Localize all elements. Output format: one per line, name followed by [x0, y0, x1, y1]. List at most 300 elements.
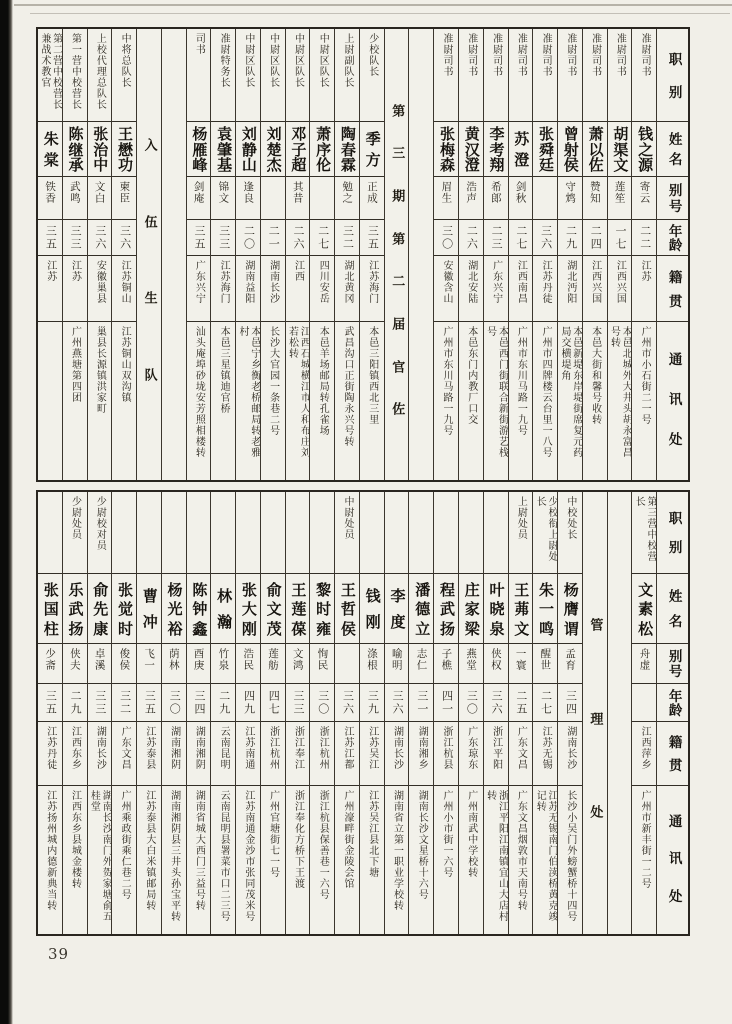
- origin-cell: 江苏泰县: [137, 722, 161, 786]
- entry-column: [136, 492, 161, 934]
- alias-cell: 正成: [360, 177, 384, 220]
- alias-cell: 铁香: [38, 177, 62, 220]
- age-cell: [632, 684, 656, 722]
- entry-column: [186, 29, 211, 480]
- entry-column: [532, 492, 557, 934]
- entry-column: [359, 29, 384, 480]
- alias-cell: 浩声: [459, 177, 483, 220]
- name-cell: 王 茀 文: [509, 574, 533, 644]
- address-cell: 湖南长沙南门外贺家塘俞五桂堂: [88, 790, 112, 922]
- name-cell: 李 度: [385, 574, 409, 644]
- alias-cell: 剑庵: [187, 177, 211, 220]
- rank-cell: 上尉处员: [509, 492, 533, 574]
- origin-cell: 广东兴宁: [187, 256, 211, 322]
- section-column: [384, 29, 409, 480]
- origin-cell: 江苏南通: [236, 722, 260, 786]
- name-cell: 刘 楚 杰: [261, 122, 285, 177]
- entry-column: [260, 492, 285, 934]
- entry-column: [309, 492, 334, 934]
- origin-cell: 江苏丹徒: [533, 256, 557, 322]
- origin-cell: 湖南长沙: [88, 722, 112, 786]
- origin-cell: 广东文昌: [112, 722, 136, 786]
- alias-cell: 文白: [88, 177, 112, 220]
- alias-cell: 侠权: [484, 644, 508, 684]
- address-cell: 江西石城横江市人和布庄刘若松转: [286, 326, 310, 458]
- entry-column: [384, 492, 409, 934]
- entry-column: [235, 492, 260, 934]
- address-cell: 江苏无锡南门伯渎桥黄克竣记转: [534, 790, 557, 922]
- address-cell: 本邑新堤东岸堤街席复元药局交横堤角: [558, 326, 582, 458]
- section-column: [136, 29, 161, 480]
- alias-cell: 赞知: [583, 177, 607, 220]
- name-cell: 王 懋 功: [112, 122, 136, 177]
- rank-cell: [286, 492, 310, 574]
- entry-column: [334, 492, 359, 934]
- address-cell: 广州市四牌楼云台里一八号: [540, 326, 552, 458]
- origin-cell: 湖南湘阴: [187, 722, 211, 786]
- rank-cell: [459, 492, 483, 574]
- entry-column: [111, 29, 136, 480]
- alias-cell: 喻明: [385, 644, 409, 684]
- origin-cell: 湖南长沙: [558, 722, 582, 786]
- origin-cell: 江苏江都: [335, 722, 359, 786]
- name-cell: 李 考 翔: [484, 122, 508, 177]
- alias-cell: 锦文: [211, 177, 235, 220]
- entry-column: [508, 492, 533, 934]
- rank-cell: 中尉处员: [335, 492, 359, 574]
- origin-cell: 广东琼东: [459, 722, 483, 786]
- address-cell: 江苏南通金沙市张同茂米号: [242, 790, 254, 922]
- age-cell: 三二: [112, 684, 136, 722]
- alias-cell: 竹泉: [211, 644, 235, 684]
- origin-cell: 安徽巢县: [88, 256, 112, 322]
- alias-cell: 荫林: [162, 644, 186, 684]
- rank-cell: 准尉司书: [583, 29, 607, 122]
- origin-cell: 江苏海门: [211, 256, 235, 322]
- origin-cell: 江苏铜山: [112, 256, 136, 322]
- column-header-cell: 职 别: [657, 492, 688, 574]
- age-cell: 三五: [187, 220, 211, 256]
- rank-cell: 少尉处员: [63, 492, 87, 574]
- entry-column: [557, 29, 582, 480]
- age-cell: 二六: [286, 220, 310, 256]
- age-cell: 三六: [335, 684, 359, 722]
- alias-cell: 希郎: [484, 177, 508, 220]
- name-cell: 朱 棠: [38, 122, 62, 177]
- name-cell: 陶 春 霖: [335, 122, 359, 177]
- entry-column: [631, 29, 656, 480]
- name-cell: 陈 钟 鑫: [187, 574, 211, 644]
- entry-column: [235, 29, 260, 480]
- column-header-cell: 职 别: [657, 29, 688, 122]
- spacer-column: [607, 492, 632, 934]
- rank-cell: 准尉司书: [533, 29, 557, 122]
- alias-cell: 武鸣: [63, 177, 87, 220]
- rank-cell: [310, 492, 334, 574]
- alias-cell: 孟育: [558, 644, 582, 684]
- rank-cell: 准尉司书: [434, 29, 458, 122]
- spacer-cell: [162, 29, 186, 480]
- alias-cell: 侠夫: [63, 644, 87, 684]
- section-column: [582, 492, 607, 934]
- origin-cell: 浙江杭县: [434, 722, 458, 786]
- age-cell: 三六: [112, 220, 136, 256]
- age-cell: 三〇: [459, 684, 483, 722]
- age-cell: 二九: [558, 220, 582, 256]
- address-cell: 江苏扬州城内德新典当转: [44, 790, 56, 911]
- origin-cell: 江苏吴江: [360, 722, 384, 786]
- age-cell: 四九: [236, 684, 260, 722]
- entry-column: [210, 29, 235, 480]
- entry-column: [186, 492, 211, 934]
- book-spine-scan-edge: [0, 0, 13, 1024]
- entry-column: [210, 492, 235, 934]
- alias-cell: 寄云: [632, 177, 656, 220]
- age-cell: 四一: [434, 684, 458, 722]
- origin-cell: 江西兴国: [608, 256, 632, 322]
- alias-cell: 剑秋: [509, 177, 533, 220]
- address-cell: 湖南湘阴县三井头孙宝平转: [168, 790, 180, 922]
- origin-cell: 浙江杭州: [310, 722, 334, 786]
- column-header-cell: 籍 贯: [657, 256, 688, 322]
- age-cell: 三六: [385, 684, 409, 722]
- rank-cell: 中尉区队长: [286, 29, 310, 122]
- age-cell: 二七: [509, 220, 533, 256]
- entry-column: [582, 29, 607, 480]
- age-cell: 三〇: [310, 684, 334, 722]
- age-cell: 二四: [583, 220, 607, 256]
- age-cell: 二七: [533, 684, 557, 722]
- entry-column: [285, 492, 310, 934]
- rank-cell: [162, 492, 186, 574]
- entry-column: [309, 29, 334, 480]
- alias-cell: 涤根: [360, 644, 384, 684]
- origin-cell: 江苏丹徒: [38, 722, 62, 786]
- entry-column: [508, 29, 533, 480]
- alias-cell: 俊侯: [112, 644, 136, 684]
- address-cell: 巢县长源镇洪家町: [94, 326, 106, 414]
- address-cell: 浙江杭县保善巷一六号: [317, 790, 329, 900]
- age-cell: 三三: [88, 684, 112, 722]
- origin-cell: 江西萍乡: [632, 722, 656, 786]
- origin-cell: 安徽含山: [434, 256, 458, 322]
- alias-cell: [261, 177, 285, 220]
- rank-cell: 中尉区队长: [310, 29, 334, 122]
- entry-column: [631, 492, 656, 934]
- name-cell: 王 莲 葆: [286, 574, 310, 644]
- entry-column: [408, 492, 433, 934]
- entry-column: [359, 492, 384, 934]
- age-cell: 二九: [63, 684, 87, 722]
- rank-cell: 准尉司书: [509, 29, 533, 122]
- alias-cell: 酉庚: [187, 644, 211, 684]
- address-cell: 浙江奉化方桥下王渡: [292, 790, 304, 889]
- spacer-cell: [608, 492, 632, 934]
- name-cell: 张 觉 时: [112, 574, 136, 644]
- entry-column: [38, 29, 62, 480]
- spacer-column: [408, 29, 433, 480]
- entry-column: [87, 29, 112, 480]
- name-cell: 程 武 扬: [434, 574, 458, 644]
- name-cell: 张 梅 森: [434, 122, 458, 177]
- entry-column: [433, 492, 458, 934]
- origin-cell: 江苏海门: [360, 256, 384, 322]
- rank-cell: [137, 492, 161, 574]
- rank-cell: 少校队长: [360, 29, 384, 122]
- age-cell: 三二: [335, 220, 359, 256]
- origin-cell: 湖南湘阴: [162, 722, 186, 786]
- alias-cell: [310, 177, 334, 220]
- origin-cell: 浙江平阳: [484, 722, 508, 786]
- age-cell: 三〇: [162, 684, 186, 722]
- entry-column: [260, 29, 285, 480]
- address-cell: 本邑北城外大井头胡永富昌号转: [608, 326, 632, 458]
- address-cell: 广东文昌烟敦市天南号转: [515, 790, 527, 911]
- age-cell: 二二: [632, 220, 656, 256]
- roster-table-top: [36, 27, 690, 482]
- name-cell: 俞 文 茂: [261, 574, 285, 644]
- header-column: [656, 29, 688, 480]
- origin-cell: 浙江奉江: [286, 722, 310, 786]
- alias-cell: 其昔: [286, 177, 310, 220]
- column-header-cell: 通 讯 处: [665, 352, 682, 446]
- alias-cell: 勉之: [335, 177, 359, 220]
- entry-column: [62, 29, 87, 480]
- origin-cell: 广东文昌: [509, 722, 533, 786]
- name-cell: 杨 雁 峰: [187, 122, 211, 177]
- alias-cell: [533, 177, 557, 220]
- alias-cell: 逢良: [236, 177, 260, 220]
- address-cell: 湖南省立第一职业学校转: [391, 790, 403, 911]
- name-cell: 林 瀚: [211, 574, 235, 644]
- origin-cell: 湖南益阳: [236, 256, 260, 322]
- address-cell: 云南昆明县署菜市口二三号: [218, 790, 230, 922]
- page-header-rule: [30, 13, 730, 14]
- name-cell: 陈 继 承: [63, 122, 87, 177]
- rank-cell: 中将总队长: [112, 29, 136, 122]
- entry-column: [111, 492, 136, 934]
- spacer-cell: [409, 29, 433, 480]
- name-cell: 萧 以 佐: [583, 122, 607, 177]
- age-cell: 三三: [63, 220, 87, 256]
- address-cell: 湖南省城大西门三益号转: [193, 790, 205, 911]
- address-cell: 本邑西门街联合新街游艺栈号: [484, 326, 508, 458]
- alias-cell: 燕堂: [459, 644, 483, 684]
- name-cell: 季 方: [360, 122, 384, 177]
- address-cell: 湖南长沙文星桥十六号: [416, 790, 428, 900]
- address-cell: 广州濠畔街金陵会馆: [341, 790, 353, 889]
- address-cell: 江苏吴江县北下塘: [366, 790, 378, 878]
- age-cell: 三六: [533, 220, 557, 256]
- address-cell: 长沙大官园一条巷二号: [267, 326, 279, 436]
- entry-column: [62, 492, 87, 934]
- age-cell: 四七: [261, 684, 285, 722]
- rank-cell: [236, 492, 260, 574]
- name-cell: 黎 时 雍: [310, 574, 334, 644]
- entry-column: [458, 492, 483, 934]
- origin-cell: 广东兴宁: [484, 256, 508, 322]
- address-cell: 本邑三星镇迪官桥: [218, 326, 230, 414]
- address-cell: 广州燕塘第四团: [69, 326, 81, 403]
- age-cell: 三一: [409, 684, 433, 722]
- address-cell: 广州市小石街二一号: [639, 326, 651, 425]
- name-cell: 胡 渠 文: [608, 122, 632, 177]
- origin-cell: 湖南长沙: [261, 256, 285, 322]
- name-cell: 庄 家 梁: [459, 574, 483, 644]
- entry-column: [161, 492, 186, 934]
- age-cell: 三三: [286, 684, 310, 722]
- name-cell: 邓 子 超: [286, 122, 310, 177]
- name-cell: 萧 序 伦: [310, 122, 334, 177]
- alias-cell: 飞一: [137, 644, 161, 684]
- age-cell: 三五: [38, 684, 62, 722]
- origin-cell: 江西: [286, 256, 310, 322]
- entry-column: [334, 29, 359, 480]
- column-header-cell: 别 号: [657, 644, 688, 684]
- address-cell: 本邑大街和馨号收转: [589, 326, 601, 425]
- address-cell: 广州市东川马路一九号: [441, 326, 453, 436]
- rank-cell: 准尉司书: [632, 29, 656, 122]
- name-cell: 张 治 中: [88, 122, 112, 177]
- name-cell: 钱 刚: [360, 574, 384, 644]
- rank-cell: [211, 492, 235, 574]
- rank-cell: 司书: [187, 29, 211, 122]
- origin-cell: 湖南长沙: [385, 722, 409, 786]
- alias-cell: 守鸩: [558, 177, 582, 220]
- scan-top-edge: [14, 4, 732, 6]
- age-cell: 一七: [608, 220, 632, 256]
- origin-cell: 湖北黄冈: [335, 256, 359, 322]
- origin-cell: 江苏: [632, 256, 656, 322]
- alias-cell: 文鸿: [286, 644, 310, 684]
- entry-column: [87, 492, 112, 934]
- name-cell: 黄 汉 澄: [459, 122, 483, 177]
- rank-cell: [484, 492, 508, 574]
- column-header-cell: 籍 贯: [657, 722, 688, 786]
- name-cell: 杨 光 裕: [162, 574, 186, 644]
- address-cell: 汕头庵埠砂垅安芳照相楼转: [193, 326, 205, 458]
- entry-column: [532, 29, 557, 480]
- origin-cell: 四川安岳: [310, 256, 334, 322]
- name-cell: 钱 之 源: [632, 122, 656, 177]
- rank-cell: [261, 492, 285, 574]
- address-cell: 广州市东川马路一九号: [515, 326, 527, 436]
- age-cell: 三三: [211, 220, 235, 256]
- column-header-cell: 姓 名: [657, 122, 688, 177]
- alias-cell: 眉生: [434, 177, 458, 220]
- origin-cell: 湖北安陆: [459, 256, 483, 322]
- age-cell: 三四: [187, 684, 211, 722]
- address-cell: 本邑三阳镇西北三里: [366, 326, 378, 425]
- rank-cell: 准尉司书: [558, 29, 582, 122]
- rank-cell: 少尉校对员: [88, 492, 112, 574]
- address-cell: 江西东乡县城金楼转: [69, 790, 81, 889]
- age-cell: 三五: [137, 684, 161, 722]
- column-header-cell: 年 龄: [657, 220, 688, 256]
- name-cell: 文 素 松: [632, 574, 656, 644]
- rank-cell: 上尉副队长: [335, 29, 359, 122]
- origin-cell: 江苏: [63, 256, 87, 322]
- column-header-cell: 通 讯 处: [665, 813, 682, 903]
- alias-cell: 莲笙: [608, 177, 632, 220]
- name-cell: 张 大 刚: [236, 574, 260, 644]
- name-cell: 叶 晓 泉: [484, 574, 508, 644]
- alias-cell: 卓溪: [88, 644, 112, 684]
- alias-cell: [335, 644, 359, 684]
- address-cell: 广州小市街一六号: [441, 790, 453, 878]
- age-cell: 二三: [484, 220, 508, 256]
- header-column: [656, 492, 688, 934]
- age-cell: 二〇: [236, 220, 260, 256]
- alias-cell: 恂民: [310, 644, 334, 684]
- origin-cell: 江苏无锡: [533, 722, 557, 786]
- age-cell: 二一: [261, 220, 285, 256]
- rank-cell: [112, 492, 136, 574]
- rank-cell: [187, 492, 211, 574]
- age-cell: 三九: [360, 684, 384, 722]
- entry-column: [607, 29, 632, 480]
- alias-cell: 少斋: [38, 644, 62, 684]
- rank-cell: 中尉区队长: [236, 29, 260, 122]
- origin-cell: 江苏: [38, 256, 62, 322]
- age-cell: 三四: [558, 684, 582, 722]
- age-cell: 二九: [211, 684, 235, 722]
- rank-cell: 准尉特务长: [211, 29, 235, 122]
- address-cell: 江苏铜山双沟镇: [119, 326, 131, 403]
- name-cell: 俞 先 康: [88, 574, 112, 644]
- name-cell: 刘 静 山: [236, 122, 260, 177]
- section-label: 第 三 期 第 二 届 官 佐: [389, 103, 405, 416]
- alias-cell: 子樵: [434, 644, 458, 684]
- rank-cell: 准尉司书: [459, 29, 483, 122]
- entry-column: [483, 492, 508, 934]
- alias-cell: 浩民: [236, 644, 260, 684]
- name-cell: 杨 膺 谓: [558, 574, 582, 644]
- rank-cell: 上校代理总队长: [88, 29, 112, 122]
- name-cell: 张 国 柱: [38, 574, 62, 644]
- column-header-cell: 别 号: [657, 177, 688, 220]
- age-cell: 二六: [459, 220, 483, 256]
- roster-table-bottom: [36, 490, 690, 936]
- entry-column: [38, 492, 62, 934]
- address-cell: 广州南武中学校转: [465, 790, 477, 878]
- column-header-cell: 年 龄: [657, 684, 688, 722]
- address-cell: 广州市新丰街一二号: [639, 790, 651, 889]
- rank-cell: [38, 492, 62, 574]
- name-cell: 王 哲 侯: [335, 574, 359, 644]
- rank-cell: 第二营中校营长兼战术教官: [38, 29, 62, 122]
- alias-cell: 醒世: [533, 644, 557, 684]
- address-cell: 本邑宁乡衡老桥邮局转老雅村: [237, 326, 260, 458]
- origin-cell: 湖北沔阳: [558, 256, 582, 322]
- origin-cell: 云南昆明: [211, 722, 235, 786]
- age-cell: 三六: [88, 220, 112, 256]
- alias-cell: 一寰: [509, 644, 533, 684]
- origin-cell: 浙江杭州: [261, 722, 285, 786]
- name-cell: 苏 澄: [509, 122, 533, 177]
- rank-cell: 中校处长: [558, 492, 582, 574]
- origin-cell: 江西南昌: [509, 256, 533, 322]
- age-cell: 三〇: [434, 220, 458, 256]
- address-cell: 武昌沟口正街陶永兴号转: [341, 326, 353, 447]
- rank-cell: 准尉司书: [608, 29, 632, 122]
- name-cell: 张 舜 廷: [533, 122, 557, 177]
- rank-cell: [360, 492, 384, 574]
- name-cell: 乐 武 扬: [63, 574, 87, 644]
- section-label: 入 伍 生 队: [141, 137, 157, 382]
- entry-column: [483, 29, 508, 480]
- rank-cell: 第三营中校营长: [632, 492, 656, 574]
